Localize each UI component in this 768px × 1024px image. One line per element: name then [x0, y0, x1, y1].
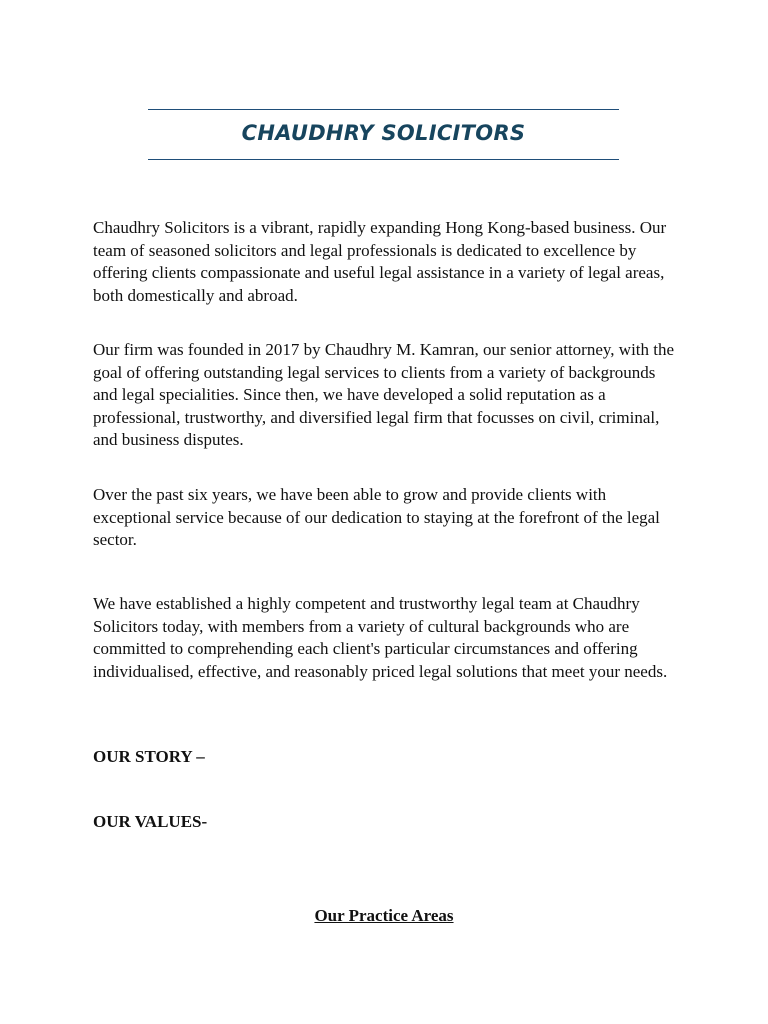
team-paragraph: We have established a highly competent and trustworthy legal team at Chaudhry Solicitors today, with members from a variety of cultural backgrounds who are committed to comprehending each client's particular circumstances and offering individualised, effective, and reasonably priced legal solutions that meet your needs. [93, 594, 668, 681]
page-title: CHAUDHRY SOLICITORS [241, 121, 526, 145]
growth-paragraph: Over the past six years, we have been able to grow and provide clients with exceptional service because of our dedication to staying at the forefront of the legal sector. [93, 485, 660, 550]
founding-paragraph: Our firm was founded in 2017 by Chaudhry M. Kamran, our senior attorney, with the goal of offering outstanding legal services to clients from a variety of backgrounds and legal specialities. Since then, we have developed a solid reputation as a professional, trustworthy, and diversified legal firm that focusses on civil, criminal, and business disputes. [93, 340, 675, 450]
practice-areas-heading: Our Practice Areas [314, 906, 454, 925]
intro-paragraph: Chaudhry Solicitors is a vibrant, rapidly expanding Hong Kong-based business. Our team of seasoned solicitors and legal professionals is dedicated to excellence by offering clients compassionate and useful legal assistance in a variety of legal areas, both domestically and abroad. [93, 218, 667, 305]
our-values-heading: OUR VALUES- [93, 812, 208, 831]
our-story-heading: OUR STORY – [93, 747, 205, 766]
title-block [148, 109, 619, 160]
